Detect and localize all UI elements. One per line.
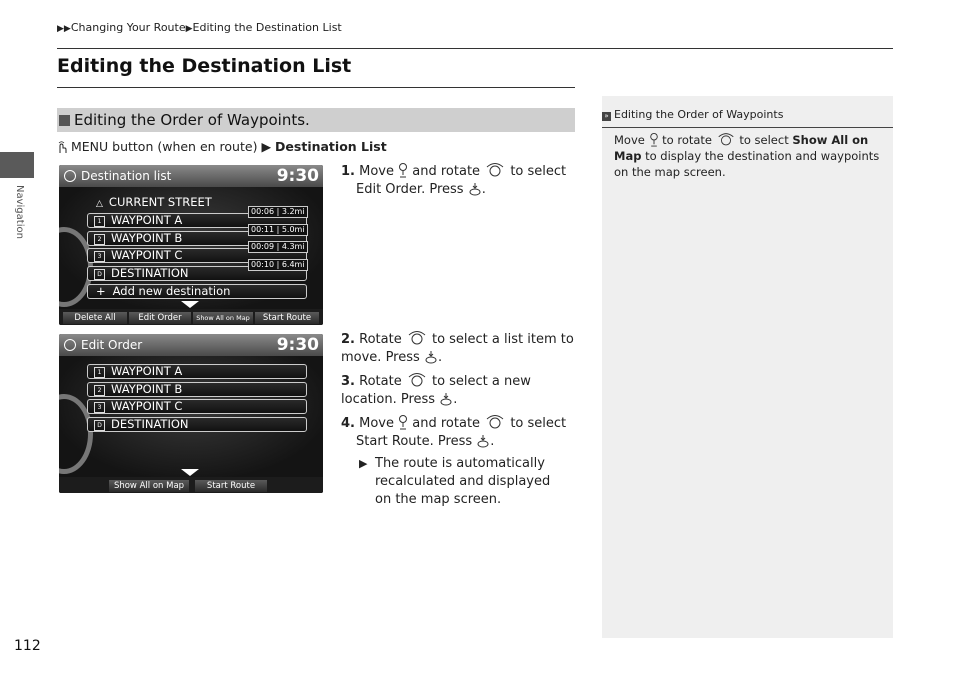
triangle-icon: ▶▶ (57, 24, 71, 34)
step-4: 4. Move and rotate to select Start Route. Press . (341, 416, 567, 449)
screen-header: Destination list 9:30 (59, 165, 323, 187)
note-heading: » Editing the Order of Waypoints (602, 108, 783, 121)
waypoint-icon: 1 (94, 367, 105, 378)
screen-header: Edit Order 9:30 (59, 334, 323, 356)
list-item[interactable]: △ CURRENT STREET (96, 195, 212, 209)
page-title: Editing the Destination List (57, 55, 352, 77)
list-item[interactable]: 1 WAYPOINT A (87, 213, 307, 228)
eta-label: 00:06 | 3.2mi (248, 206, 308, 218)
eta-label: 00:09 | 4.3mi (248, 241, 308, 253)
list-item[interactable]: 2 WAYPOINT B (87, 382, 307, 397)
square-icon (59, 115, 70, 126)
waypoint-icon: 1 (94, 216, 105, 227)
triangle-icon: ▶ (185, 24, 193, 34)
edit-order-button[interactable]: Edit Order (129, 312, 191, 324)
side-tab-marker (0, 152, 34, 178)
edit-order-screen (59, 334, 323, 493)
menu-path: MENU button (when en route) ▶ Destination List (57, 139, 387, 154)
sidebar-note (602, 96, 893, 638)
list-item[interactable]: 3 WAYPOINT C (87, 399, 307, 414)
eta-label: 00:10 | 6.4mi (248, 259, 308, 271)
rotary-dial-icon (406, 330, 428, 346)
clock: 9:30 (276, 335, 319, 355)
back-icon (64, 339, 76, 351)
list-item[interactable]: 2 WAYPOINT B (87, 231, 307, 246)
clock: 9:30 (276, 166, 319, 186)
list-item[interactable]: 1 WAYPOINT A (87, 364, 307, 379)
breadcrumb (57, 21, 342, 34)
waypoint-icon: 3 (94, 402, 105, 413)
reference-icon: » (602, 112, 611, 121)
joystick-icon (649, 132, 659, 147)
hand-icon (57, 141, 67, 154)
back-icon (64, 170, 76, 182)
press-dial-icon (468, 182, 482, 196)
joystick-icon (398, 414, 408, 430)
list-item[interactable]: D DESTINATION (87, 266, 307, 281)
side-tab-label: Navigation (14, 185, 25, 239)
start-route-button[interactable]: Start Route (255, 312, 319, 324)
plus-icon: + (96, 284, 106, 298)
current-location-icon: △ (96, 199, 103, 209)
list-item[interactable]: D DESTINATION (87, 417, 307, 432)
waypoint-icon: 3 (94, 251, 105, 262)
section-heading: Editing the Order of Waypoints. (57, 108, 575, 132)
list-item[interactable]: 3 WAYPOINT C (87, 248, 307, 263)
destination-list-screen (59, 165, 323, 325)
step-1: 1. Move and rotate to select Edit Order. Press . (341, 164, 567, 197)
press-dial-icon (476, 434, 490, 448)
scroll-down-icon (181, 301, 199, 308)
start-route-button[interactable]: Start Route (195, 480, 267, 492)
show-all-on-map-button[interactable]: Show All on Map (193, 312, 253, 324)
press-dial-icon (439, 392, 453, 406)
rotary-dial-icon (484, 414, 506, 430)
joystick-icon (398, 162, 408, 178)
divider (602, 127, 893, 128)
waypoint-icon: 2 (94, 234, 105, 245)
scroll-down-icon (181, 469, 199, 476)
waypoint-icon: 2 (94, 385, 105, 396)
arrow-icon: ▶ (261, 139, 272, 154)
breadcrumb-item[interactable]: Changing Your Route (70, 21, 186, 34)
rotary-dial-icon (406, 372, 428, 388)
step-2: 2. Rotate to select a list item to move. Press . (341, 332, 574, 365)
breadcrumb-item[interactable]: Editing the Destination List (192, 21, 342, 34)
show-all-on-map-button[interactable]: Show All on Map (109, 480, 189, 492)
step-3: 3. Rotate to select a new location. Press . (341, 374, 531, 407)
arrow-icon: ▶ (359, 457, 368, 470)
divider (57, 87, 575, 88)
press-dial-icon (424, 350, 438, 364)
eta-label: 00:11 | 5.0mi (248, 224, 308, 236)
destination-icon: D (94, 420, 105, 431)
step-result: ▶ The route is automatically recalculated and displayed on the map screen. (359, 456, 551, 507)
note-body: Move to rotate to select Show All on Map to display the destination and waypoints on the map screen. (614, 133, 880, 179)
delete-all-button[interactable]: Delete All (63, 312, 127, 324)
page-number: 112 (14, 638, 41, 654)
destination-icon: D (94, 269, 105, 280)
rotary-dial-icon (716, 132, 736, 147)
divider (57, 48, 893, 49)
rotary-dial-icon (484, 162, 506, 178)
add-destination-button[interactable]: + Add new destination (87, 284, 307, 299)
